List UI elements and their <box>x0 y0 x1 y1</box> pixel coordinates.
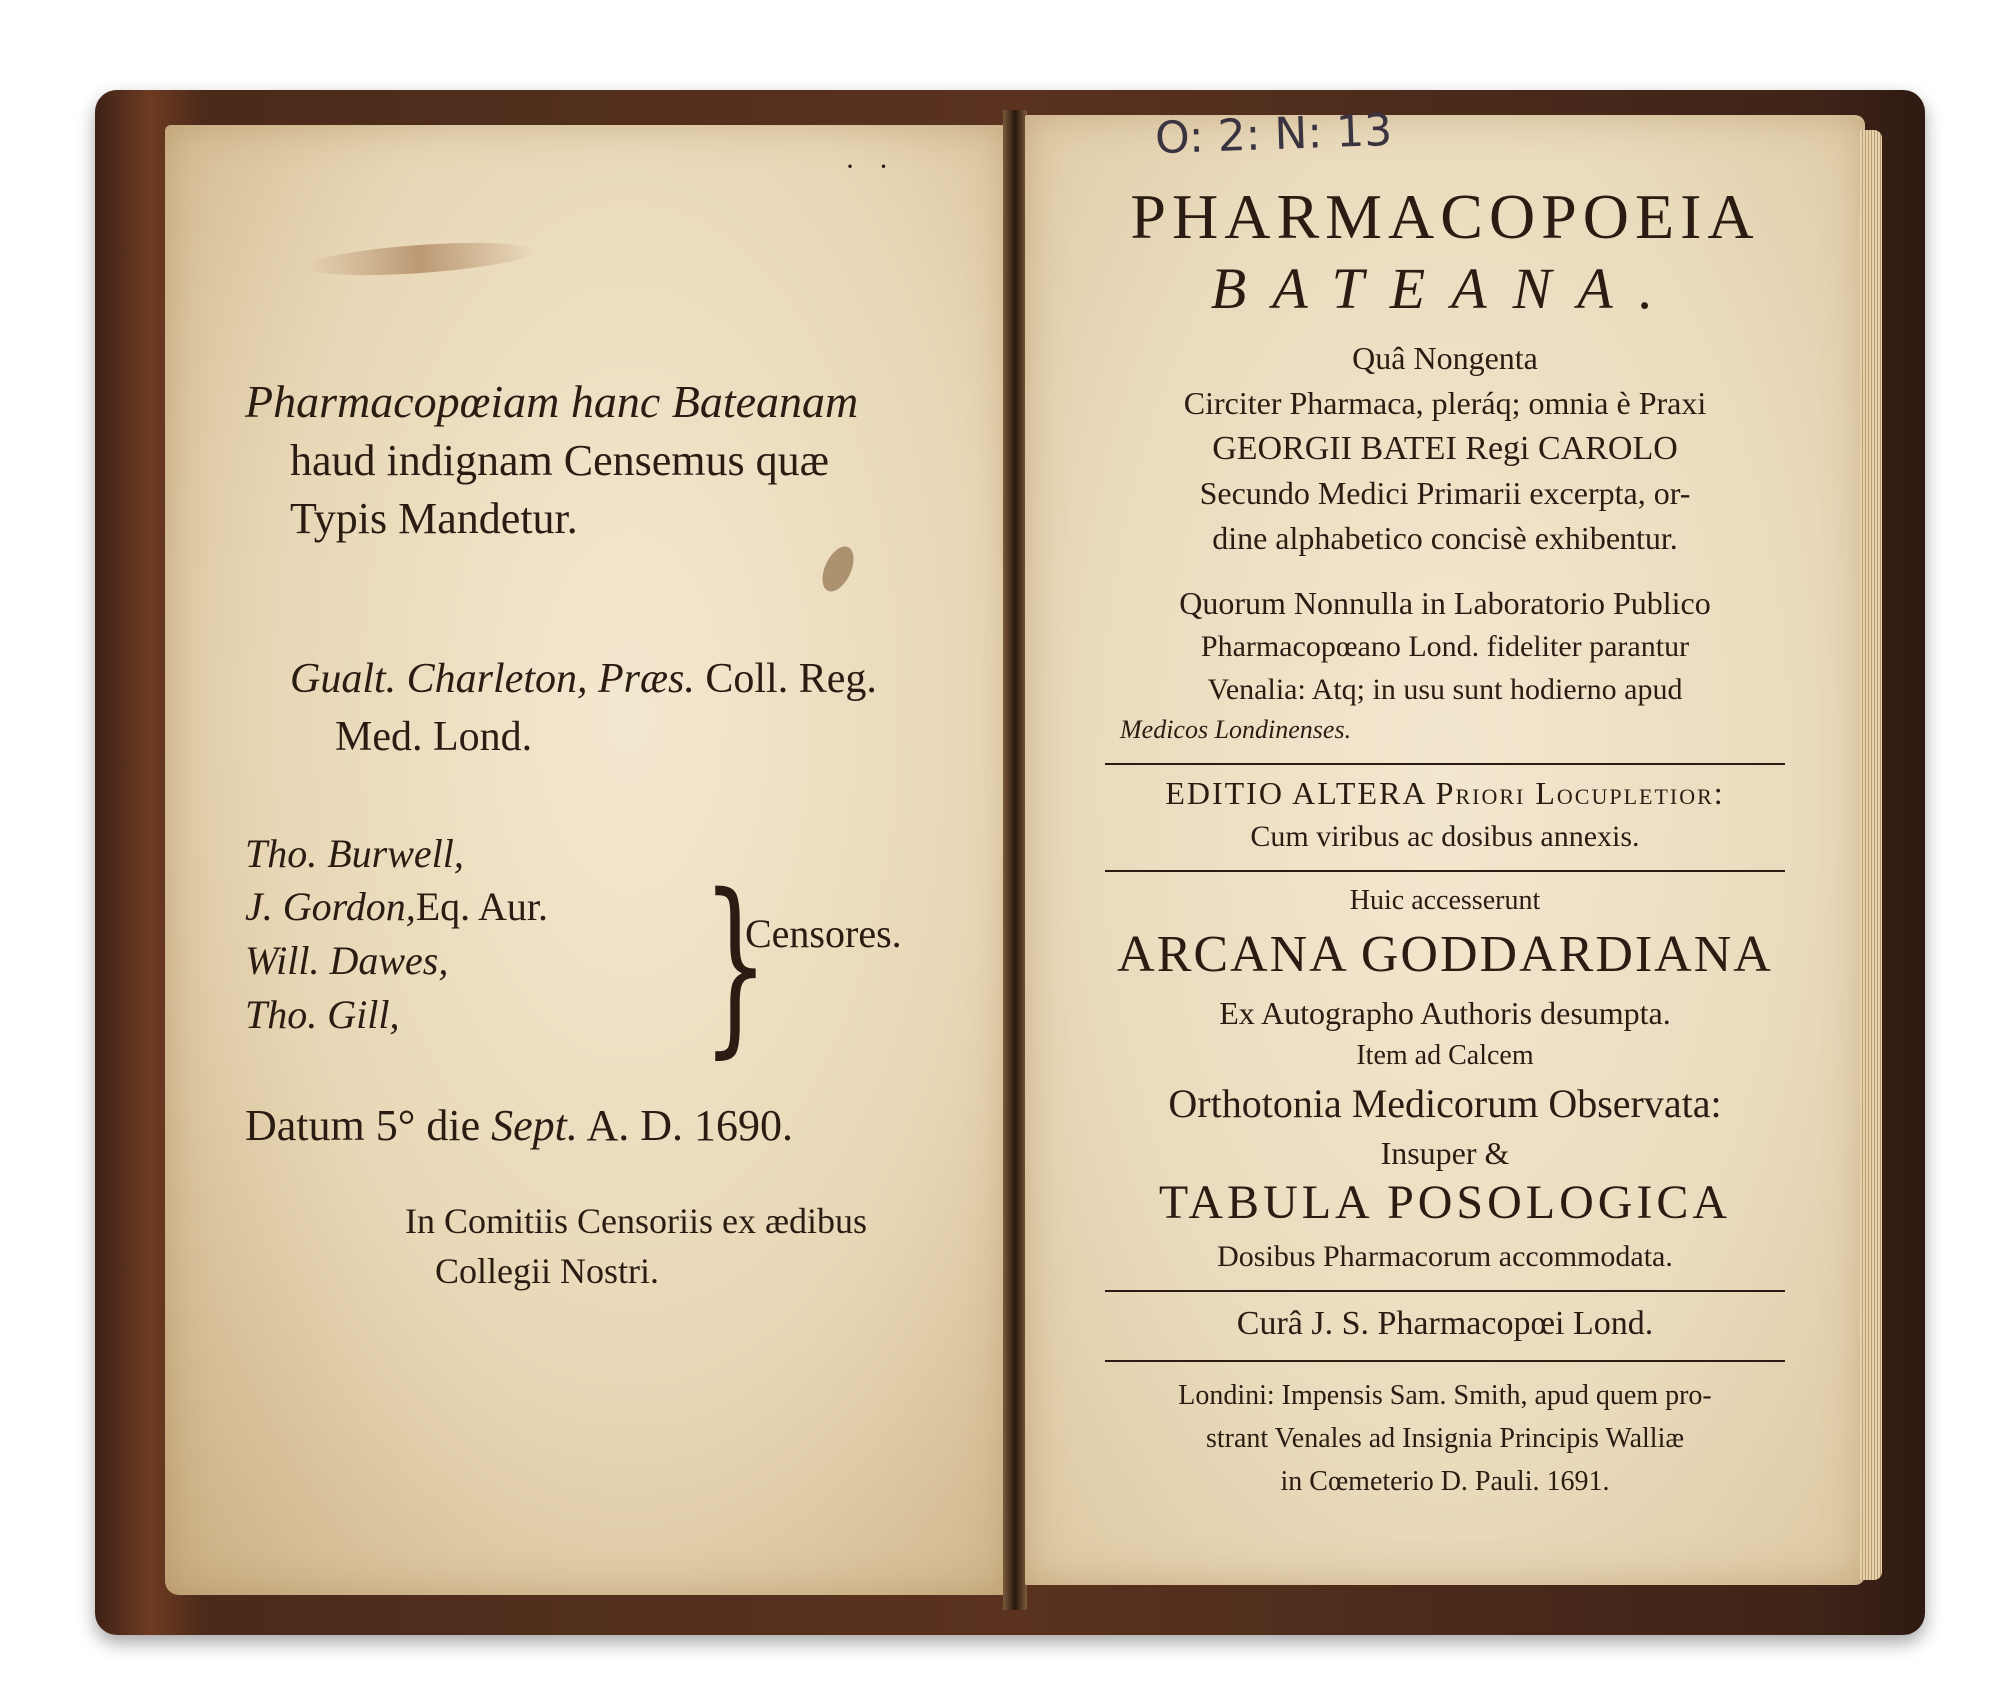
censor-gordon-line <box>245 883 548 930</box>
president-city: Med. Lond. <box>335 714 533 760</box>
quorum-line4: Medicos Londinenses. <box>1120 715 1352 744</box>
insuper: Insuper & <box>1380 1135 1510 1171</box>
censor-burwell: Tho. Burwell, <box>245 831 464 876</box>
censor-dawes: Will. Dawes, <box>245 938 449 983</box>
desc-line2: Circiter Pharmaca, pleráq; omnia è Praxi <box>1183 385 1707 421</box>
imprint-line3: in Cœmeterio D. Pauli. 1691. <box>1280 1466 1610 1497</box>
quorum-line2: Pharmacopœano Lond. fideliter parantur <box>1200 630 1690 663</box>
comitiis-line2: Collegii Nostri. <box>435 1251 659 1291</box>
censors-brace: } <box>702 854 769 1075</box>
edition-line2: Cum viribus ac dosibus annexis. <box>1250 820 1640 853</box>
book-gutter <box>1003 110 1027 1610</box>
stain-spot <box>816 542 860 596</box>
quorum-line1: Quorum Nonnulla in Laboratorio Publico <box>1179 585 1711 621</box>
desc-line5: dine alphabetico concisè exhibentur. <box>1212 520 1678 556</box>
arcana-goddardiana: ARCANA GODDARDIANA <box>1117 926 1773 983</box>
rule-4 <box>1105 1360 1785 1362</box>
ex-autographo: Ex Autographo Authoris desumpta. <box>1219 995 1671 1031</box>
quorum-line3: Venalia: Atq; in usu sunt hodierno apud <box>1207 673 1683 706</box>
rule-1 <box>1105 763 1785 765</box>
gordon-title: Eq. Aur. <box>415 884 548 929</box>
ink-dots: · · <box>845 150 897 183</box>
dosibus-line: Dosibus Pharmacorum accommodata. <box>1217 1240 1673 1273</box>
page-edges <box>1860 130 1882 1580</box>
rule-2 <box>1105 870 1785 872</box>
imprint-line1: Londini: Impensis Sam. Smith, apud quem pro- <box>1178 1380 1712 1411</box>
censor-gill: Tho. Gill, <box>245 992 400 1037</box>
huic-line: Huic accesserunt <box>1349 885 1541 916</box>
handwritten-shelfmark: O: 2: N: 13 <box>1154 104 1394 165</box>
title-line1: PHARMACOPOEIA <box>1130 181 1760 252</box>
president-line <box>290 655 877 703</box>
cura-line: Curâ J. S. Pharmacopœi Lond. <box>1236 1305 1654 1342</box>
president-college: Coll. Reg. <box>705 656 877 702</box>
desc-line3: GEORGII BATEI Regi CAROLO <box>1212 430 1678 467</box>
censores-label: Censores. <box>745 911 902 956</box>
edition-line1: EDITIO ALTERA Priori Locupletior: <box>1165 775 1725 811</box>
rule-3 <box>1105 1290 1785 1292</box>
imprint-line2: strant Venales ad Insignia Principis Walliæ <box>1205 1423 1685 1454</box>
date-year: A. D. 1690. <box>586 1101 794 1150</box>
ink-smudge <box>304 237 535 281</box>
imprimatur-line2: haud indignam Censemus quæ <box>290 436 829 485</box>
orthotonia: Orthotonia Medicorum Observata: <box>1168 1081 1722 1126</box>
date-line <box>245 1100 793 1151</box>
president-title: Præs. <box>598 656 695 702</box>
censor-gordon: J. Gordon, <box>245 884 416 929</box>
desc-line4: Secundo Medici Primarii excerpta, or- <box>1199 475 1691 511</box>
book <box>95 90 1925 1635</box>
president-name: Gualt. Charleton, <box>290 656 588 702</box>
imprimatur-line1: Pharmacopœiam hanc Bateanam <box>245 376 859 427</box>
left-page <box>165 125 1010 1595</box>
item-ad-calcem: Item ad Calcem <box>1356 1040 1534 1071</box>
comitiis-line1: In Comitiis Censoriis ex ædibus <box>405 1201 868 1241</box>
tabula-posologica: TABULA POSOLOGICA <box>1158 1176 1732 1229</box>
date-month: Sept. <box>491 1101 578 1150</box>
imprimatur-line3: Typis Mandetur. <box>290 494 578 543</box>
title-line2: BATEANA. <box>1210 256 1680 321</box>
date-prefix: Datum 5° die <box>245 1101 481 1150</box>
right-page <box>1025 104 1865 1585</box>
desc-line1: Quâ Nongenta <box>1352 340 1538 376</box>
